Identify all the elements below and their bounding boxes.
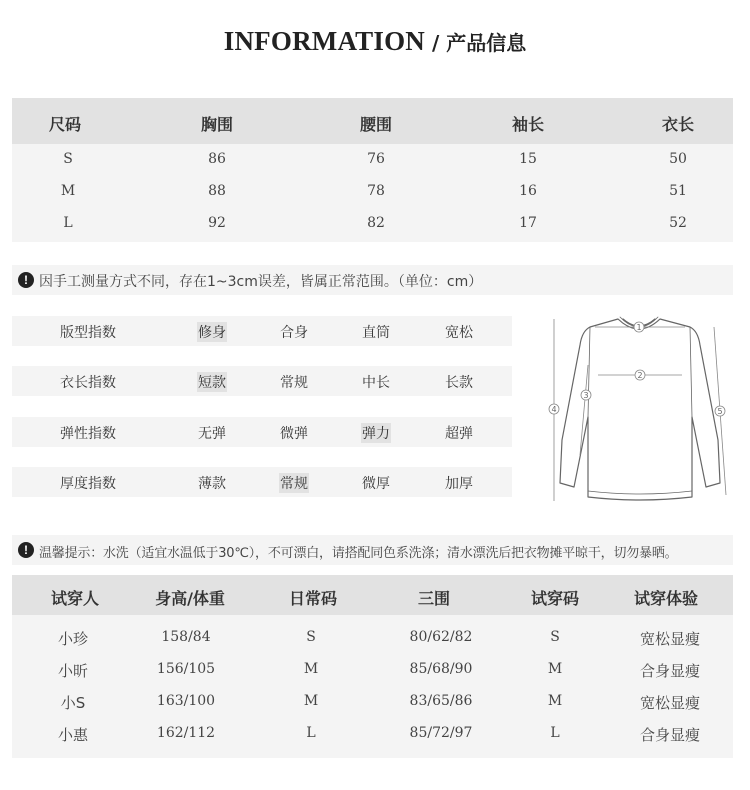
header-daily-size: 日常码 bbox=[288, 589, 338, 608]
index-option: 薄款 bbox=[198, 476, 226, 492]
title-chinese: 产品信息 bbox=[446, 31, 527, 55]
cell-sleeve: 17 bbox=[519, 215, 537, 231]
cell-tried-size: M bbox=[547, 693, 563, 709]
header-experience: 试穿体验 bbox=[633, 589, 699, 608]
cell-experience: 合身显瘦 bbox=[639, 662, 701, 680]
cell-experience: 宽松显瘦 bbox=[639, 694, 701, 712]
cell-daily-size: M bbox=[303, 693, 319, 709]
index-row-fit bbox=[12, 316, 512, 346]
cell-chest: 88 bbox=[208, 183, 226, 199]
marker-2: 2 bbox=[637, 371, 643, 380]
cell-tried-size: L bbox=[550, 725, 560, 741]
cell-tried-size: S bbox=[550, 629, 560, 645]
index-row-length bbox=[12, 366, 512, 396]
fitting-table-header bbox=[12, 575, 733, 615]
cell-daily-size: S bbox=[306, 629, 316, 645]
cell-length: 50 bbox=[669, 151, 687, 167]
table-row bbox=[12, 621, 733, 653]
cell-tester: 小珍 bbox=[57, 630, 89, 648]
marker-5: 5 bbox=[717, 407, 723, 416]
header-size: 尺码 bbox=[48, 115, 82, 134]
measurement-notice-text: 因手工测量方式不同，存在1~3cm误差，皆属正常范围。（单位：cm） bbox=[39, 274, 483, 290]
index-option: 短款 bbox=[197, 372, 227, 392]
header-chest: 胸围 bbox=[200, 115, 234, 134]
cell-tester: 小昕 bbox=[57, 662, 89, 680]
index-option: 直筒 bbox=[362, 325, 390, 341]
index-option: 微弹 bbox=[280, 426, 308, 442]
cell-measurements: 83/65/86 bbox=[409, 693, 473, 709]
marker-1: 1 bbox=[636, 323, 642, 332]
garment-measurement-illustration bbox=[540, 305, 745, 515]
header-waist: 腰围 bbox=[359, 115, 393, 134]
cell-tester: 小惠 bbox=[57, 726, 89, 744]
table-row bbox=[12, 143, 733, 175]
fitting-table bbox=[12, 575, 733, 758]
index-option: 加厚 bbox=[445, 476, 473, 492]
index-row-thickness bbox=[12, 467, 512, 497]
cell-height-weight: 163/100 bbox=[156, 693, 216, 709]
warning-icon: ! bbox=[18, 542, 34, 558]
cell-length: 51 bbox=[669, 183, 687, 199]
cell-size: S bbox=[63, 151, 73, 167]
cell-measurements: 85/72/97 bbox=[409, 725, 473, 741]
header-measurements: 三围 bbox=[417, 589, 451, 608]
cell-measurements: 80/62/82 bbox=[409, 629, 473, 645]
marker-3: 3 bbox=[583, 391, 589, 400]
care-notice-text: 温馨提示：水洗（适宜水温低于30℃），不可漂白，请搭配同色系洗涤；清水漂洗后把衣物摊平晾干，切勿暴晒。 bbox=[39, 546, 678, 561]
cell-experience: 宽松显瘦 bbox=[639, 630, 701, 648]
table-row bbox=[12, 685, 733, 717]
cell-chest: 86 bbox=[208, 151, 226, 167]
cell-tried-size: M bbox=[547, 661, 563, 677]
index-option: 长款 bbox=[445, 375, 473, 391]
marker-4: 4 bbox=[551, 405, 557, 414]
index-option: 弹力 bbox=[361, 423, 391, 443]
index-label: 版型指数 bbox=[60, 325, 116, 341]
cell-size: L bbox=[63, 215, 73, 231]
index-label: 弹性指数 bbox=[60, 426, 116, 442]
header-height-weight: 身高/体重 bbox=[155, 589, 225, 608]
title-english: INFORMATION bbox=[223, 26, 425, 56]
cell-sleeve: 15 bbox=[519, 151, 537, 167]
index-option: 宽松 bbox=[445, 325, 473, 341]
table-row bbox=[12, 175, 733, 207]
cell-waist: 82 bbox=[367, 215, 385, 231]
cell-waist: 76 bbox=[367, 151, 385, 167]
title-separator: / bbox=[424, 31, 447, 55]
size-table-header bbox=[12, 98, 733, 144]
cell-size: M bbox=[60, 183, 76, 199]
index-option: 中长 bbox=[362, 375, 390, 391]
cell-height-weight: 162/112 bbox=[156, 725, 216, 741]
cell-sleeve: 16 bbox=[519, 183, 537, 199]
index-option: 微厚 bbox=[362, 476, 390, 492]
cell-daily-size: M bbox=[303, 661, 319, 677]
cell-measurements: 85/68/90 bbox=[409, 661, 473, 677]
warning-icon: ! bbox=[18, 272, 34, 288]
index-option: 修身 bbox=[197, 322, 227, 342]
cell-chest: 92 bbox=[208, 215, 226, 231]
index-option: 超弹 bbox=[445, 426, 473, 442]
cell-experience: 合身显瘦 bbox=[639, 726, 701, 744]
index-option: 常规 bbox=[280, 375, 308, 391]
index-option: 合身 bbox=[280, 325, 308, 341]
index-option: 常规 bbox=[279, 473, 309, 493]
cell-tester: 小S bbox=[60, 694, 86, 712]
header-tried-size: 试穿码 bbox=[530, 589, 580, 608]
cell-height-weight: 158/84 bbox=[161, 629, 211, 645]
page-title bbox=[0, 26, 750, 57]
index-label: 厚度指数 bbox=[60, 476, 116, 492]
index-label: 衣长指数 bbox=[60, 375, 116, 391]
table-row bbox=[12, 653, 733, 685]
header-tester: 试穿人 bbox=[50, 589, 100, 608]
care-notice bbox=[12, 535, 733, 565]
table-row bbox=[12, 717, 733, 749]
cell-waist: 78 bbox=[367, 183, 385, 199]
header-length: 衣长 bbox=[661, 115, 695, 134]
cell-length: 52 bbox=[669, 215, 687, 231]
measurement-notice bbox=[12, 265, 733, 295]
index-row-elasticity bbox=[12, 417, 512, 447]
table-row bbox=[12, 207, 733, 239]
cell-height-weight: 156/105 bbox=[156, 661, 216, 677]
cell-daily-size: L bbox=[306, 725, 316, 741]
index-option: 无弹 bbox=[198, 426, 226, 442]
size-table bbox=[12, 98, 733, 242]
header-sleeve: 袖长 bbox=[511, 115, 545, 134]
